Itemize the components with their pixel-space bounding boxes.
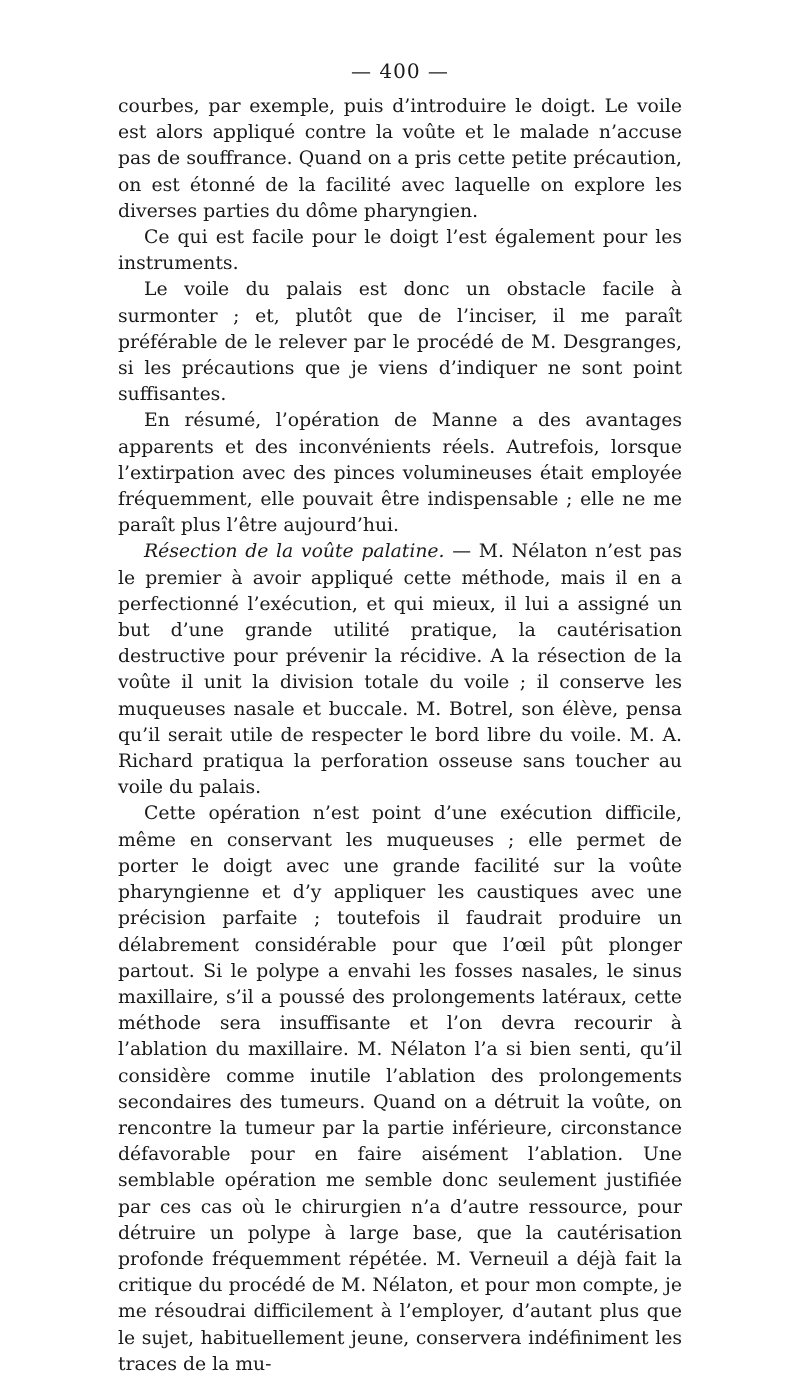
paragraph-5-text: — M. Nélaton n’est pas le premier à avoir appliqué cette méthode, mais il en a perfectionné l’exécution, et qui mieux, il lui a assigné un but d’une grande utilité pratique, la cautérisation destructive pour prévenir la récidive. A la résection de la voûte il unit la division totale du voile ; il conserve les muqueuses nasale et buccale. M. Botrel, son élève, pensa qu’il serait utile de respecter le bord libre du voile. M. A. Richard pratiqua la perforation osseuse sans toucher au voile du palais. xyxy=(118,541,682,799)
paragraph-2: Ce qui est facile pour le doigt l’est également pour les instruments. xyxy=(118,227,682,275)
paragraph-6: Cette opération n’est point d’une exécution difficile, même en conservant les muqueuses ; elle permet de porter le doigt avec une grande facilité sur la voûte pharyngienne et d’y appliquer les caustiques avec une précision parfaite ; toutefois il faudrait produire un délabrement considérable pour que l’œil pût plonger partout. Si le polype a envahi les fosses nasales, le sinus maxillaire, s’il a poussé des prolongements latéraux, cette méthode sera insuffisante et l’on devra recourir à l’ablation du maxillaire. M. Nélaton l’a si bien senti, qu’il considère comme inutile l’ablation des prolongements secondaires des tumeurs. Quand on a détruit la voûte, on rencontre la tumeur par la partie inférieure, circonstance défavorable pour en faire aisément l’ablation. Une semblable opération me semble donc seulement justifiée par ces cas où le chirurgien n’a d’autre ressource, pour détruire un polype à large base, que la cautérisation profonde fréquemment répétée. M. Verneuil a déjà fait la critique du procédé de M. Nélaton, et pour mon compte, je me résoudrai difficilement à l’employer, d’autant plus que le sujet, habituellement jeune, conservera indéfiniment les traces de la mu- xyxy=(118,803,682,1375)
paragraph-1: courbes, par exemple, puis d’introduire le doigt. Le voile est alors appliqué contre la voûte et le malade n’accuse pas de souffrance. Quand on a pris cette petite précaution, on est étonné de la facilité avec laquelle on explore les diverses parties du dôme pharyngien. xyxy=(118,96,682,222)
paragraph-4: En résumé, l’opération de Manne a des avantages apparents et des inconvénients réels. Autrefois, lorsque l’extirpation avec des pinces volumineuses était employée fréquemment, elle pouvait être indispensable ; elle ne me paraît plus l’être aujourd’hui. xyxy=(118,410,682,537)
section-heading-italic: Résection de la voûte palatine. xyxy=(144,541,445,563)
paragraph-5 xyxy=(118,539,682,801)
book-page xyxy=(118,58,682,1378)
page-number: — 400 — xyxy=(351,59,449,83)
paragraph-3: Le voile du palais est donc un obstacle facile à surmonter ; et, plutôt que de l’inciser, il me paraît préférable de le relever par le procédé de M. Desgranges, si les précautions que je viens d’indiquer ne sont point suffisantes. xyxy=(118,279,682,406)
